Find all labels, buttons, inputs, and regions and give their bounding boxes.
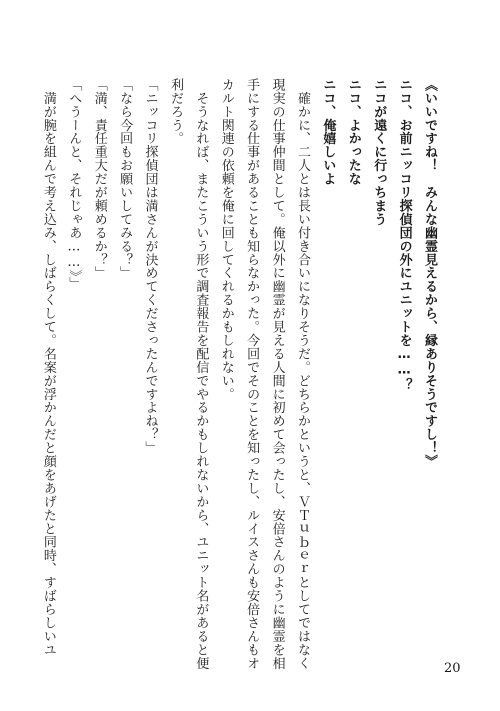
dialogue-line: 「なら今回もお願いしてみる？」	[117, 78, 133, 280]
prose-line: そうなれば、またこういう形で調査報告を配信でやるかもしれないから、ユニット名があると便	[193, 78, 209, 670]
prose-line: 満が腕を組んで考え込み、しばらくして。名案が浮かんだと顔をあげたと同時、すばらしいユ	[40, 78, 56, 657]
stream-comment-line: ニコ、よかったな	[345, 78, 361, 186]
stream-comment-line: 《いいですね！ みんな幽霊見えるから、縁ありそうですし！》	[422, 78, 437, 469]
dialogue-line: 「へうーんと、それじゃあ……》」	[66, 78, 82, 291]
dialogue-line: 「満、責任重大だが頼めるか？」	[91, 78, 107, 280]
dialogue-line: 「ニッコリ探偵団は満さんが決めてくださったんですよね？」	[142, 78, 158, 455]
prose-line: カルト関連の依頼を俺に回してくれるかもしれない。	[218, 78, 234, 401]
prose-line: 手にする仕事があることも知らなかった。今回でそのことを知ったし、ルイスさんも安倍さんもオ	[244, 78, 260, 670]
vertical-text-block	[36, 78, 443, 670]
stream-comment-line: ニコが遠くに行っちまう	[371, 78, 387, 226]
page-number: 20	[444, 661, 461, 676]
stream-comment-line: ニコ、俺嬉しいよ	[320, 78, 336, 186]
prose-line: 利だろう。	[167, 78, 183, 146]
stream-comment-line: ニコ、お前ニッコリ探偵団の外にユニットを……？	[396, 78, 412, 392]
prose-line: 現実の仕事仲間として。俺以外に幽霊が見える人間に初めて会ったし、安倍さんのように幽霊を相	[269, 78, 285, 670]
prose-line: 確かに、二人とは長い付き合いになりそうだ。どちらかというと、ＶＴｕｂｅｒとしてではなく	[294, 78, 310, 670]
